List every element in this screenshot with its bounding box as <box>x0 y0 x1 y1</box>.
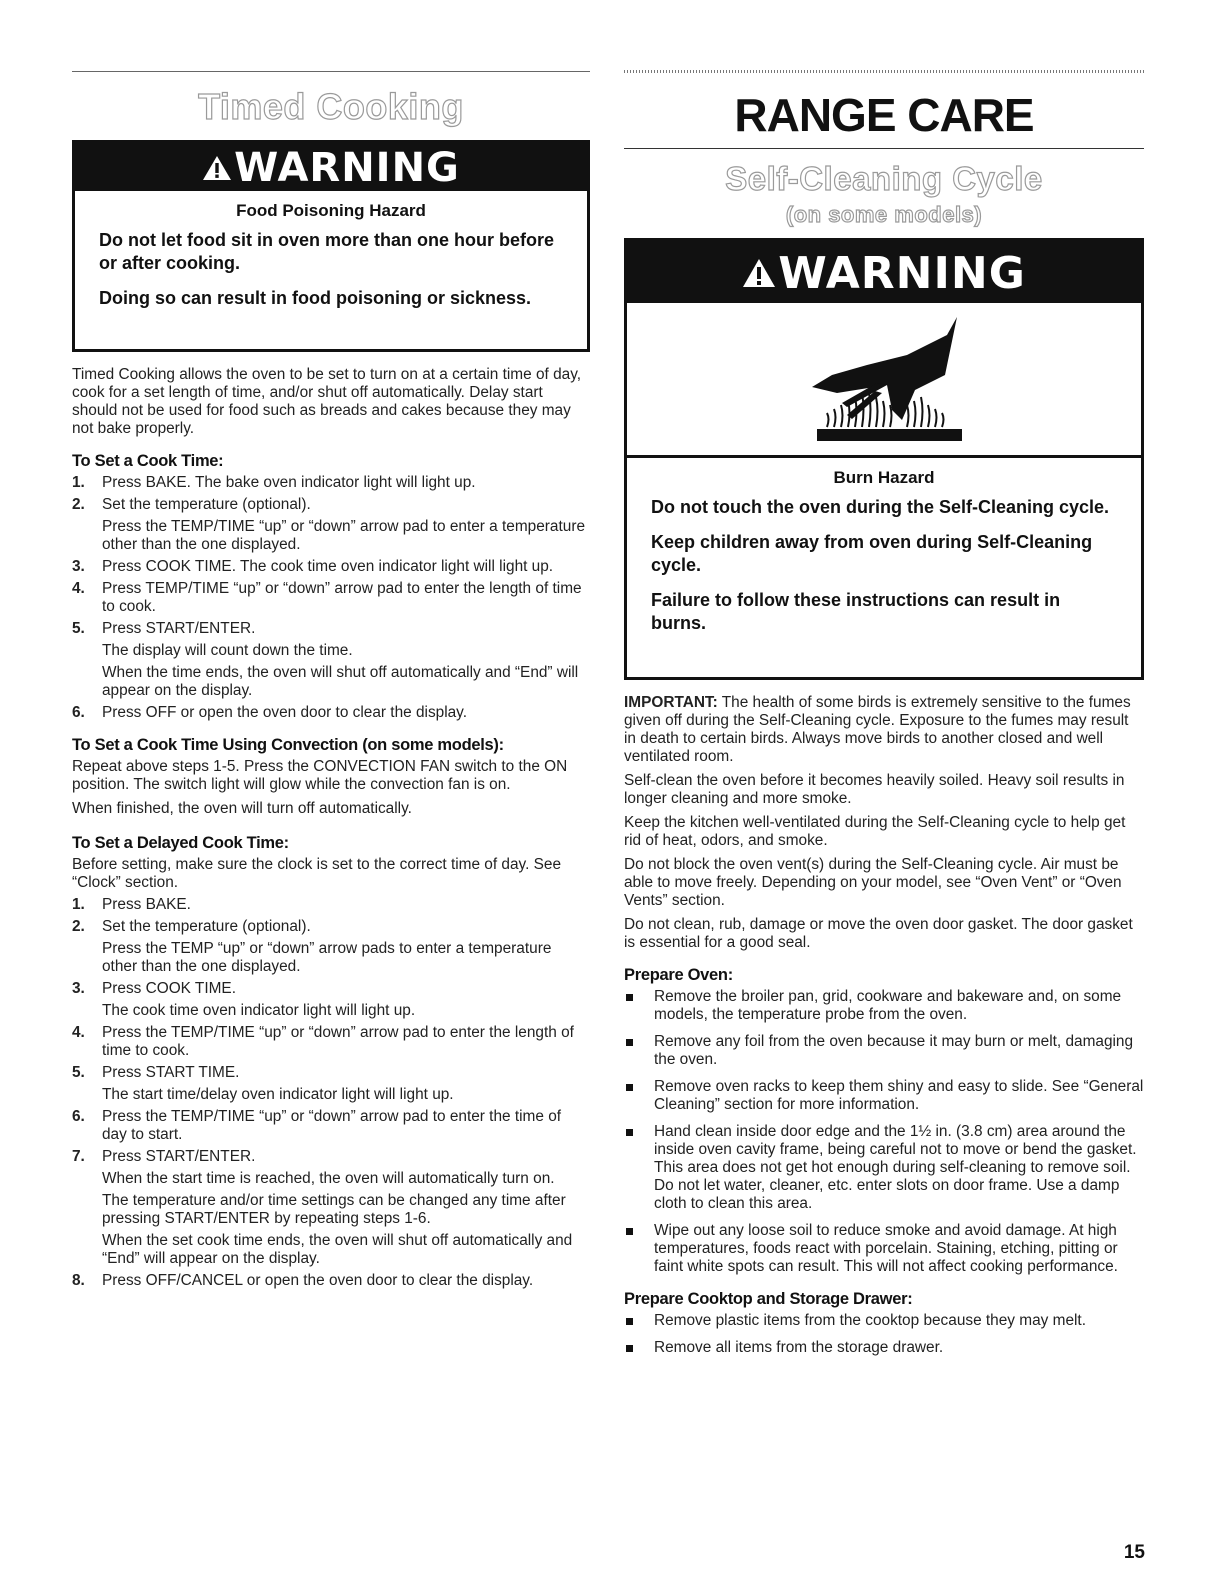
left-text-flow <box>72 366 590 1294</box>
paragraph: Before setting, make sure the clock is set to the correct time of day. See “Clock” section. <box>72 856 562 891</box>
bullet-square-icon <box>626 1039 633 1046</box>
warning-line: Do not touch the oven during the Self-Cleaning cycle. <box>651 497 1110 517</box>
warning-band <box>75 143 587 191</box>
bullet-item <box>624 1078 1144 1114</box>
step-number: 4. <box>72 580 85 597</box>
hazard-title: Food Poisoning Hazard <box>236 201 426 220</box>
bullet-square-icon <box>626 994 633 1001</box>
step-number: 2. <box>72 918 85 935</box>
title-rule <box>624 148 1144 149</box>
step-text: Press the TEMP/TIME “up” or “down” arrow pad to enter the time of day to start. <box>102 1108 562 1143</box>
bullet-square-icon <box>626 1228 633 1235</box>
step-number: 3. <box>72 558 85 575</box>
bullet-text: Remove any foil from the oven because it may burn or melt, damaging the oven. <box>654 1033 1134 1068</box>
step-text: Set the temperature (optional). <box>102 918 311 935</box>
step-number: 3. <box>72 980 85 997</box>
top-rule <box>72 71 590 72</box>
bullet-item <box>624 1339 1144 1357</box>
warning-line: Keep children away from oven during Self-Cleaning cycle. <box>651 532 1093 575</box>
step-text: Press BAKE. <box>102 896 191 913</box>
step-item <box>72 558 590 576</box>
bullet-text: Hand clean inside door edge and the 1½ in. (3.8 cm) area around the inside oven cavity frame, being careful not to move or bend the gasket. This area does not get hot enough during self-cleaning to remove soil. Do not let water, cleaner, etc. enter slots on door frame. Use a damp cloth to clean this area. <box>654 1123 1137 1212</box>
step-item <box>72 896 590 914</box>
important-text: The health of some birds is extremely sensitive to the fumes given off during the Self-Cleaning cycle. Exposure to the fumes may result in death to certain birds. Always move birds to another closed and well ventilated room. <box>624 694 1131 765</box>
step-text: Set the temperature (optional). <box>102 496 311 513</box>
step-text: Press START TIME. <box>102 1064 240 1081</box>
step-text: Press TEMP/TIME “up” or “down” arrow pad to enter the length of time to cook. <box>102 580 582 615</box>
step-item <box>72 620 590 638</box>
step-text: Press OFF/CANCEL or open the oven door to clear the display. <box>102 1272 534 1289</box>
warning-line: Do not let food sit in oven more than one hour before or after cooking. <box>99 230 555 273</box>
section-title: Self-Cleaning Cycle <box>725 160 1043 197</box>
step-number: 2. <box>72 496 85 513</box>
step-number: 4. <box>72 1024 85 1041</box>
step-item <box>72 1148 590 1166</box>
step-item <box>72 496 590 514</box>
bullet-square-icon <box>626 1318 633 1325</box>
step-number: 8. <box>72 1272 85 1289</box>
step-detail: Press the TEMP/TIME “up” or “down” arrow pad to enter a temperature other than the one displayed. <box>102 518 586 553</box>
step-item <box>72 1024 590 1060</box>
important-label: IMPORTANT: <box>624 694 718 711</box>
step-text: Press COOK TIME. <box>102 980 236 997</box>
paragraph: Keep the kitchen well-ventilated during the Self-Cleaning cycle to help get rid of heat, odors, and smoke. <box>624 814 1126 849</box>
step-item <box>72 580 590 616</box>
important-paragraph <box>624 694 1144 766</box>
bullet-text: Remove plastic items from the cooktop because they may melt. <box>654 1312 1086 1329</box>
step-detail: The start time/delay oven indicator light will light up. <box>102 1086 454 1103</box>
step-item <box>72 704 590 722</box>
paragraph: Self-clean the oven before it becomes heavily soiled. Heavy soil results in longer cleaning and more smoke. <box>624 772 1125 807</box>
warning-label: WARNING <box>778 248 1026 299</box>
bullet-text: Wipe out any loose soil to reduce smoke and avoid damage. At high temperatures, foods react with porcelain. Staining, etching, pitting or faint white spots can result. This will not affect cooking performance. <box>654 1222 1118 1275</box>
bullet-text: Remove oven racks to keep them shiny and easy to slide. See “General Cleaning” section for more information. <box>654 1078 1144 1113</box>
step-number: 1. <box>72 474 85 491</box>
step-text: Press BAKE. The bake oven indicator light will light up. <box>102 474 476 491</box>
bullet-item <box>624 1312 1144 1330</box>
bullet-item <box>624 1033 1144 1069</box>
bullet-square-icon <box>626 1129 633 1136</box>
bullet-text: Remove the broiler pan, grid, cookware and bakeware and, on some models, the temperature probe from the oven. <box>654 988 1122 1023</box>
step-detail: The cook time oven indicator light will light up. <box>102 1002 416 1019</box>
step-number: 5. <box>72 620 85 637</box>
spacer <box>72 726 590 736</box>
prepare-cooktop-heading: Prepare Cooktop and Storage Drawer: <box>624 1290 913 1308</box>
step-detail: The display will count down the time. <box>102 642 353 659</box>
step-detail: When the set cook time ends, the oven will shut off automatically and “End” will appear on the display. <box>102 1232 573 1267</box>
bullet-square-icon <box>626 1345 633 1352</box>
step-text: Press OFF or open the oven door to clear the display. <box>102 704 468 721</box>
warning-box <box>624 238 1144 680</box>
step-number: 1. <box>72 896 85 913</box>
step-text: Press START/ENTER. <box>102 620 256 637</box>
step-item <box>72 918 590 936</box>
warning-label: WARNING <box>234 145 460 191</box>
step-text: Press START/ENTER. <box>102 1148 256 1165</box>
bullet-item <box>624 988 1144 1024</box>
step-item <box>72 474 590 492</box>
warning-box <box>72 140 590 352</box>
step-item <box>72 1272 590 1290</box>
cook-time-heading: To Set a Cook Time: <box>72 452 224 470</box>
section-subtitle: (on some models) <box>785 202 983 227</box>
step-detail: The temperature and/or time settings can be changed any time after pressing START/ENTER by repeating steps 1-6. <box>102 1192 566 1227</box>
warning-line: Doing so can result in food poisoning or sickness. <box>99 288 532 308</box>
step-text: Press the TEMP/TIME “up” or “down” arrow pad to enter the length of time to cook. <box>102 1024 574 1059</box>
step-item <box>72 1064 590 1082</box>
step-number: 5. <box>72 1064 85 1081</box>
step-number: 7. <box>72 1148 85 1165</box>
step-detail: When the time ends, the oven will shut off automatically and “End” will appear on the display. <box>102 664 579 699</box>
paragraph: Do not clean, rub, damage or move the oven door gasket. The door gasket is essential for a good seal. <box>624 916 1133 951</box>
warning-triangle-icon <box>202 155 232 181</box>
step-text: Press COOK TIME. The cook time oven indicator light will light up. <box>102 558 554 575</box>
warning-band <box>627 241 1141 303</box>
step-item <box>72 980 590 998</box>
convection-heading: To Set a Cook Time Using Convection (on some models): <box>72 736 504 754</box>
step-number: 6. <box>72 1108 85 1125</box>
warning-triangle-icon <box>742 258 776 288</box>
bullet-text: Remove all items from the storage drawer. <box>654 1339 944 1356</box>
delayed-heading: To Set a Delayed Cook Time: <box>72 834 289 852</box>
intro-paragraph: Timed Cooking allows the oven to be set to turn on at a certain time of day, cook for a set length of time, and/or shut off automatically. Delay start should not be used for food such as breads and cakes because they may not bake properly. <box>72 366 582 437</box>
prepare-oven-heading: Prepare Oven: <box>624 966 733 984</box>
step-detail: When the start time is reached, the oven will automatically turn on. <box>102 1170 555 1187</box>
right-text-flow <box>624 694 1144 1366</box>
bullet-square-icon <box>626 1084 633 1091</box>
hot-surface-hand-icon <box>807 315 967 445</box>
paragraph: When finished, the oven will turn off automatically. <box>72 800 412 817</box>
hazard-title: Burn Hazard <box>833 468 935 487</box>
section-title: Timed Cooking <box>198 86 464 127</box>
warning-line: Failure to follow these instructions can result in burns. <box>651 590 1061 633</box>
step-number: 6. <box>72 704 85 721</box>
top-dotted-rule <box>624 70 1144 73</box>
step-detail: Press the TEMP “up” or “down” arrow pads to enter a temperature other than the one displayed. <box>102 940 552 975</box>
burn-hazard-pictogram <box>627 303 1141 458</box>
paragraph: Do not block the oven vent(s) during the Self-Cleaning cycle. Air must be able to move freely. Depending on your model, see “Oven Vent” or “Oven Vents” section. <box>624 856 1122 909</box>
bullet-item <box>624 1123 1144 1213</box>
bullet-item <box>624 1222 1144 1276</box>
page-title: RANGE CARE <box>734 89 1034 141</box>
paragraph: Repeat above steps 1-5. Press the CONVECTION FAN switch to the ON position. The switch light will glow while the convection fan is on. <box>72 758 568 793</box>
step-item <box>72 1108 590 1144</box>
spacer <box>72 824 590 834</box>
page-number: 15 <box>1123 1542 1145 1563</box>
